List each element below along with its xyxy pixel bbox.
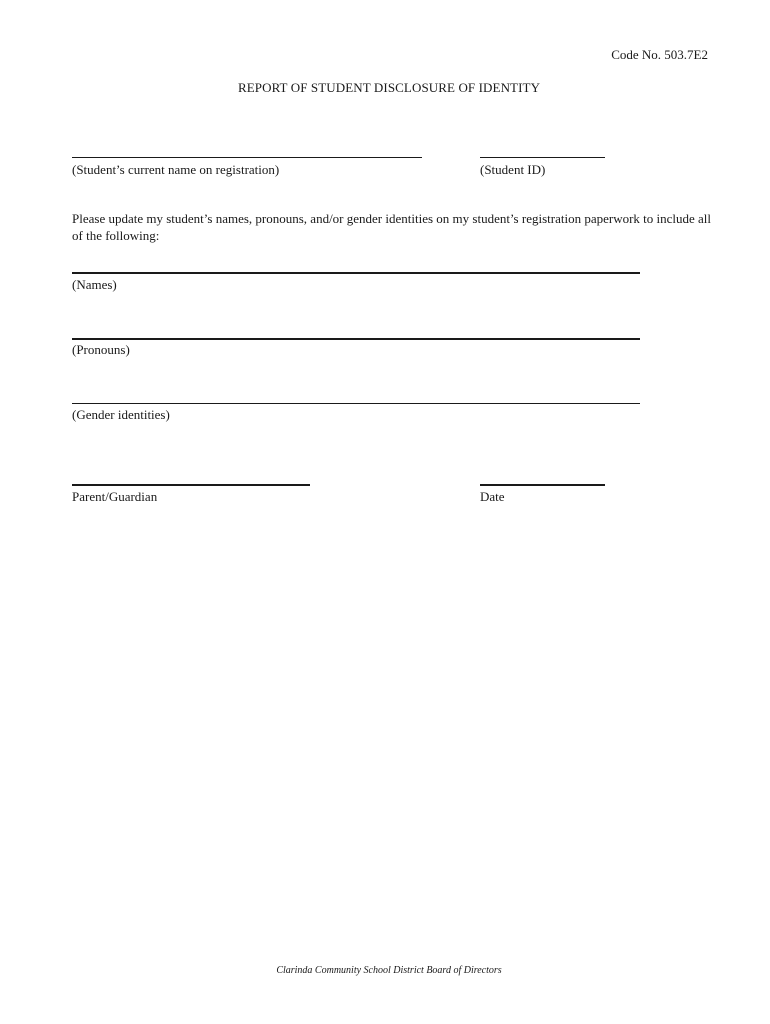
gender-identities-line[interactable] [72, 403, 640, 404]
student-name-line[interactable] [72, 157, 422, 158]
names-label: (Names) [72, 277, 117, 292]
document-title: REPORT OF STUDENT DISCLOSURE OF IDENTITY [237, 80, 541, 95]
names-line[interactable] [72, 272, 640, 274]
student-id-line[interactable] [480, 157, 605, 158]
page-footer: Clarinda Community School District Board of Directors [276, 965, 502, 976]
parent-guardian-signature-line[interactable] [72, 484, 310, 486]
student-id-label: (Student ID) [480, 162, 546, 177]
parent-guardian-label: Parent/Guardian [72, 489, 158, 504]
instruction-paragraph: Please update my student’s names, pronouns, and/or gender identities on my student’s registration paperwork to include all of the following: [72, 211, 712, 243]
student-name-label: (Student’s current name on registration) [72, 162, 280, 177]
gender-identities-label: (Gender identities) [72, 407, 170, 422]
pronouns-label: (Pronouns) [72, 342, 130, 357]
date-line[interactable] [480, 484, 605, 486]
code-number: Code No. 503.7E2 [611, 47, 708, 62]
date-label: Date [480, 489, 505, 504]
pronouns-line[interactable] [72, 338, 640, 340]
